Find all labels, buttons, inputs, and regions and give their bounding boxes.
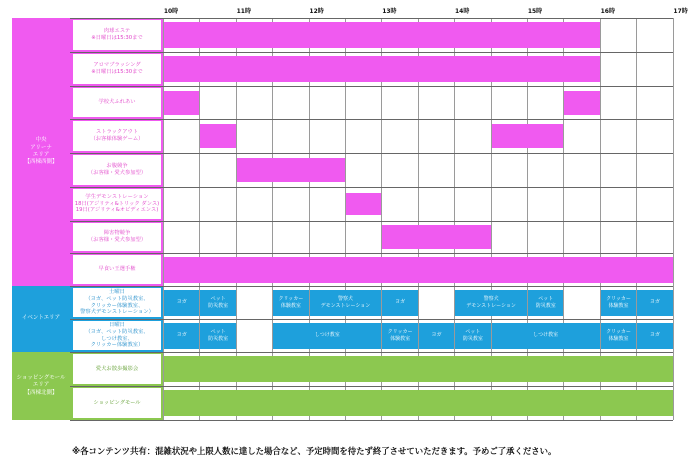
row-border xyxy=(70,253,673,254)
schedule-bar xyxy=(164,22,600,48)
schedule-bar: しつけ教室 xyxy=(273,323,381,349)
row-label: 学校犬ふれあい xyxy=(70,86,163,119)
row-border xyxy=(70,286,673,287)
schedule-bar: ヨガ xyxy=(382,290,417,316)
schedule-bar: クリッカー 体験教室 xyxy=(601,323,636,349)
schedule-bar: ヨガ xyxy=(419,323,454,349)
row-label: お腹競争 （お客様・愛犬参加型） xyxy=(70,153,163,187)
row-border xyxy=(70,187,673,188)
hour-label: 16時 xyxy=(600,8,615,15)
section-shopping: ショッピングモール エリア 【西棟北側】 xyxy=(12,352,70,420)
hour-label: 17時 xyxy=(673,8,688,15)
hour-label: 10時 xyxy=(163,8,179,15)
schedule-bar xyxy=(164,91,199,115)
row-border xyxy=(70,119,673,120)
row-label: 土曜日 （ヨガ、ペット防災教室、 クリッカー体験教室、 警察犬デモンストレーション） xyxy=(70,286,163,319)
schedule-bar: 警察犬 デモンストレーション xyxy=(310,290,382,316)
schedule-bar xyxy=(564,91,599,115)
schedule-bar xyxy=(346,193,381,215)
row-border xyxy=(70,386,673,387)
section-event: イベントエリア xyxy=(12,286,70,352)
row-label: 肉球エステ ※日曜日は15:30まで xyxy=(70,18,163,52)
footer-note: ※各コンテンツ共有：混雑状況や上限人数に達した場合など、予定時間を待たず終了させていただきます。予めご了承ください。 xyxy=(72,446,557,456)
row-border xyxy=(70,352,673,353)
row-label: ショッピングモール xyxy=(70,386,163,420)
hour-label: 11時 xyxy=(236,8,251,15)
hour-label: 12時 xyxy=(309,8,324,15)
schedule-bar xyxy=(200,124,235,148)
row-label: 早食い王選手権 xyxy=(70,253,163,286)
section-central: 中央 アリーナ エリア 【西棟西側】 xyxy=(12,18,70,286)
row-border xyxy=(70,420,673,421)
schedule-bar: ヨガ xyxy=(164,290,199,316)
row-label: 日曜日 （ヨガ、ペット防災教室、 しつけ教室、 クリッカー体験教室） xyxy=(70,319,163,352)
row-border xyxy=(70,52,673,53)
schedule-bar: 警察犬 デモンストレーション xyxy=(455,290,527,316)
row-label: ストラックアウト （お客様体験ゲーム） xyxy=(70,119,163,153)
hour-label: 14時 xyxy=(455,8,470,15)
schedule-bar: ヨガ xyxy=(637,323,672,349)
schedule-bar xyxy=(382,225,490,249)
schedule-bar: しつけ教室 xyxy=(492,323,600,349)
schedule-bar: クリッカー 体験教室 xyxy=(382,323,417,349)
schedule-bar xyxy=(164,56,600,82)
row-border xyxy=(70,86,673,87)
schedule-bar: ヨガ xyxy=(164,323,199,349)
row-label: 障害物競争 （お客様・愛犬参加型） xyxy=(70,221,163,253)
schedule-bar: クリッカー 体験教室 xyxy=(601,290,636,316)
schedule-bar: ペット 防災教室 xyxy=(200,323,235,349)
row-label: 愛犬お散歩撮影会 xyxy=(70,352,163,386)
schedule-bar xyxy=(237,158,345,182)
row-border xyxy=(70,221,673,222)
schedule-bar: クリッカー 体験教室 xyxy=(273,290,308,316)
row-border xyxy=(70,319,673,320)
schedule-bar: ヨガ xyxy=(637,290,672,316)
grid-line xyxy=(673,18,674,420)
row-border xyxy=(70,153,673,154)
hour-label: 13時 xyxy=(382,8,397,15)
schedule-bar: ペット 防災教室 xyxy=(528,290,563,316)
schedule-bar xyxy=(164,257,673,283)
hour-label: 15時 xyxy=(527,8,543,15)
schedule-bar: ペット 防災教室 xyxy=(200,290,235,316)
schedule-bar xyxy=(164,356,673,382)
row-border xyxy=(70,18,673,19)
row-label: アロマブラッシング ※日曜日は15:30まで xyxy=(70,52,163,86)
schedule-bar xyxy=(164,390,673,416)
schedule-bar: ペット 防災教室 xyxy=(455,323,490,349)
schedule-bar xyxy=(492,124,564,148)
row-label: 学生デモンストレーション 18日(アジリティ&トリック ダンス) 19日(アジリティ&オビディエンス) xyxy=(70,187,163,221)
